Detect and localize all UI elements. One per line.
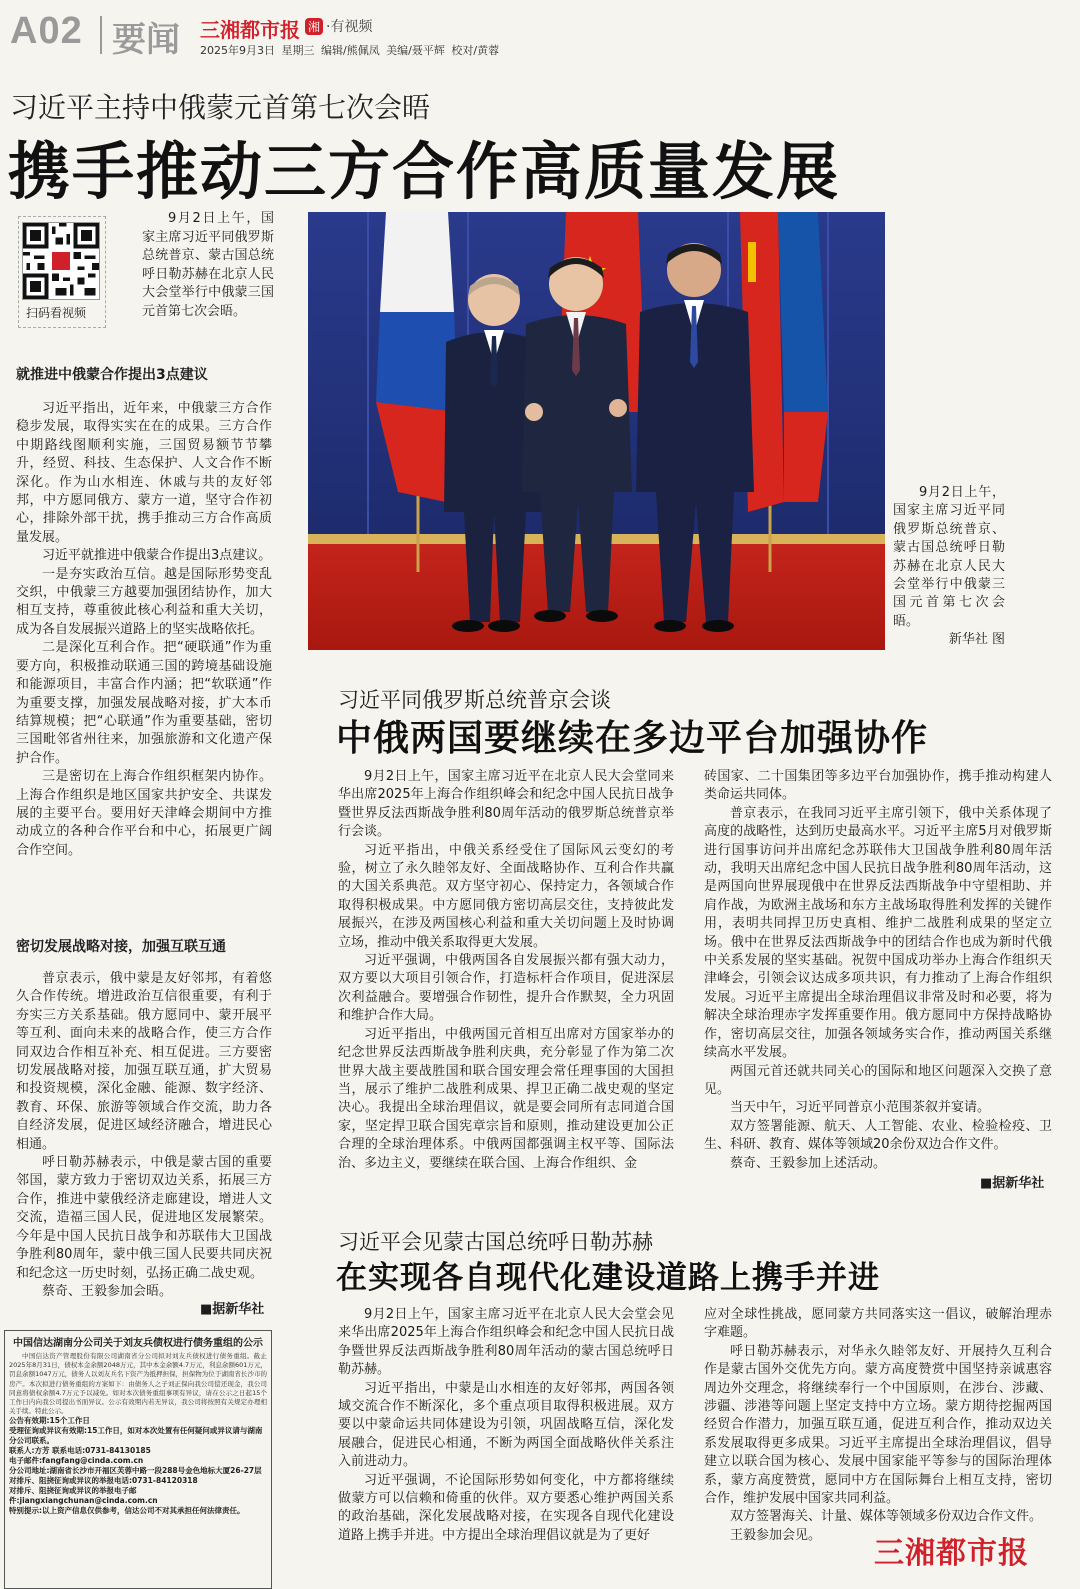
brand-video-tag xyxy=(305,16,372,36)
paragraph: 双方签署海关、计量、媒体等领域多份双边合作文件。 xyxy=(730,1509,1043,1525)
paragraph: 双方签署能源、航天、人工智能、农业、检验检疫、卫生、科研、教育、媒体等领域20余份双边合作文件。 xyxy=(704,1118,1052,1153)
notice-body: 中国信达资产管理股份有限公司湖南省分公司拟对刘友兵债权进行债务重组。截止2025年8月31日，债权本金余额2048万元，其中本金余额4.7万元，利息余额601万元，罚息余额1047万元，债务人以刘友兵名下资产为抵押担保，担保物为位于湖南省长沙市的房产。本次拟进行债务重组的方案如下：由债务人之子刘正保向我公司偿还现金，我公司同意将债权余额4.7万元予以减免。如对本次债务重组事项有异议，请在公示之日起15个工作日内向我公司提出书面异议。公示有效期内若无异议，我公司将按照有关规定办理相关手续。特此公示。 xyxy=(9,1352,267,1416)
top-headline: 携手推动三方合作高质量发展 xyxy=(8,135,841,208)
story2-headline: 中俄两国要继续在多边平台加强协作 xyxy=(336,718,929,759)
public-notice-box xyxy=(4,1330,272,1589)
leaders-photo xyxy=(308,212,885,650)
lead-text: 9月2日上午，国家主席习近平同俄罗斯总统普京、蒙古国总统呼日勒苏赫在北京人民大会堂举行中俄蒙三国元首第七次会晤。 xyxy=(142,211,274,319)
story2-kicker: 习近平同俄罗斯总统普京会谈 xyxy=(338,688,611,712)
paragraph: 普京表示，俄中蒙是友好邻邦，有着悠久合作传统。增进政治互信很重要，有利于夯实三方关系基础。俄方愿同中、蒙开展平等互利、面向未来的战略合作，使三方合作同双边合作相互补充、相互促进。三方要密切发展战略对接，加强互联互通，扩大贸易和投资规模，深化金融、能源、数字经济、教育、环保、旅游等领域合作交流，助力各自经济发展，促进区域经济融合，增进民心相通。 xyxy=(16,971,272,1152)
story3-column-2 xyxy=(704,1306,1052,1545)
paragraph: 9月2日上午，国家主席习近平在北京人民大会堂同来华出席2025年上海合作组织峰会和纪念中国人民抗日战争暨世界反法西斯战争胜利80周年活动的俄罗斯总统普京举行会谈。 xyxy=(338,769,674,840)
section-label: 要闻 xyxy=(112,20,180,60)
lead-paragraph xyxy=(142,210,274,321)
left-column-part2 xyxy=(16,970,272,1301)
notice-item: 公告有效期:15个工作日 xyxy=(9,1416,90,1426)
story2-column-2 xyxy=(704,768,1052,1173)
page-number: A02 xyxy=(10,10,83,52)
subhead-strategy-docking: 密切发展战略对接，加强互联互通 xyxy=(16,939,226,955)
story2-column-1 xyxy=(338,768,674,1173)
paragraph: 两国元首还就共同关心的国际和地区问题深入交换了意见。 xyxy=(704,1063,1052,1097)
masthead-divider xyxy=(100,16,102,54)
notice-item: 对排斥、阻挠征询或异议的举报电话:0731-84120318 xyxy=(9,1476,198,1486)
story3-column-1 xyxy=(338,1306,674,1545)
photo-credit: 新华社 图 xyxy=(948,632,1005,648)
notice-item: 分公司地址:湖南省长沙市开福区芙蓉中路一段288号金色地标大厦26-27层 xyxy=(9,1466,262,1476)
subhead-three-proposals: 就推进中俄蒙合作提出3点建议 xyxy=(16,367,208,383)
paragraph: 9月2日上午，国家主席习近平在北京人民大会堂会见来华出席2025年上海合作组织峰会和纪念中国人民抗日战争暨世界反法西斯战争胜利80周年活动的蒙古国总统呼日勒苏赫。 xyxy=(338,1307,674,1378)
notice-item: 对排斥、阻挠征询或异议的举报电子邮件:jiangxiangchunan@cinda.com.cn xyxy=(9,1486,158,1506)
paragraph: 二是深化互利合作。把“硬联通”作为重要方向，积极推动联通三国的跨境基础设施和能源项目，丰富合作内涵；把“软联通”作为重要支撑，加强发展战略对接，扩大本币结算规模；把“心联通”作为重要基础，密切三国毗邻省州往来，加强旅游和文化遗产保护合作。 xyxy=(16,640,272,766)
paragraph: 应对全球性挑战，愿同蒙方共同落实这一倡议，破解治理赤字难题。 xyxy=(704,1307,1052,1341)
masthead xyxy=(0,0,1080,62)
left-column-part1 xyxy=(16,400,272,860)
top-kicker: 习近平主持中俄蒙元首第七次会晤 xyxy=(10,91,431,124)
qr-code-icon[interactable] xyxy=(22,222,100,300)
paragraph: 习近平指出，中蒙是山水相连的友好邻邦，两国各领域交流合作不断深化，多个重点项目取得积极进展。双方要以中蒙命运共同体建设为引领，巩固战略互信，深化发展融合，促进民心相通，不断为两国全面战略伙伴关系注入前进动力。 xyxy=(338,1380,674,1470)
notice-item: 电子邮件:fangfang@cinda.com.cn xyxy=(9,1456,144,1466)
paragraph: 呼日勒苏赫表示，对华永久睦邻友好、开展持久互利合作是蒙古国外交优先方向。蒙方高度赞赏中国坚持亲诚惠容周边外交理念，将继续奉行一个中国原则，在涉台、涉藏、涉疆、涉港等问题上坚定支持中方立场。蒙方期待挖掘两国经贸合作潜力，加强互联互通，促进互利合作，推动双边关系发展取得更多成果。习近平主席提出全球治理倡议，倡导建立以联合国为核心、发展中国家能平等参与的国际治理体系，蒙方高度赞赏，愿同中方在国际舞台上相互支持，密切合作，维护发展中国家共同利益。 xyxy=(704,1343,1052,1507)
paragraph: 普京表示，在我同习近平主席引领下，俄中关系体现了高度的战略性，达到历史最高水平。习近平主席5月对俄罗斯进行国事访问并出席纪念苏联伟大卫国战争胜利80周年活动，我明天出席纪念中国人民抗日战争胜利80周年活动，这是两国向世界展现俄中在世界反法西斯战争中守望相助、并肩作战，为欧洲主战场和东方主战场取得胜利发挥的关键作用，表明共同捍卫历史真相、维护二战胜利成果的坚定立场。俄中在世界反法西斯战争中的团结合作也成为新时代俄中关系发展的坚实基础。祝贺中国成功举办上海合作组织天津峰会，引领会议达成多项共识，有力推动了上海合作组织发展。习近平主席提出全球治理倡议非常及时和必要，将为解决全球治理赤字发挥重要作用。俄方愿同中方保持战略协作，密切高层交往，加强各领域务实合作，推动两国关系继续高水平发展。 xyxy=(704,805,1052,1061)
brand-logo: 三湘都市报 xyxy=(200,18,300,42)
photo-caption-text: 9月2日上午，国家主席习近平同俄罗斯总统普京、蒙古国总统呼日勒苏赫在北京人民大会堂举行中俄蒙三国元首第七次会晤。 xyxy=(893,485,1005,629)
paragraph: 习近平就推进中俄蒙合作提出3点建议。 xyxy=(42,548,272,564)
paragraph: 蔡奇、王毅参加上述活动。 xyxy=(730,1155,887,1171)
paragraph: 一是夯实政治互信。越是国际形势变乱交织，中俄蒙三方越要加强团结协作，加大相互支持，尊重彼此核心利益和重大关切，成为各自发展振兴道路上的坚实战略依托。 xyxy=(16,566,272,637)
notice-item: 联系人:方芳 联系电话:0731-84130185 xyxy=(9,1446,151,1456)
paragraph: 呼日勒苏赫表示，中俄是蒙古国的重要邻国，蒙方致力于密切双边关系，拓展三方合作，推进中蒙俄经济走廊建设，增进人文交流，造福三国人民，促进地区发展繁荣。今年是中国人民抗日战争和苏联伟大卫国战争胜利80周年，蒙中俄三国人民要共同庆祝和纪念这一历史时刻，弘扬正确二战史观。 xyxy=(16,1155,272,1281)
credit-xinhua-1: ■据新华社 xyxy=(200,1302,265,1317)
paragraph: 习近平指出，中俄关系经受住了国际风云变幻的考验，树立了永久睦邻友好、全面战略协作、互利合作共赢的大国关系典范。双方坚守初心、保持定力，各领域合作取得积极成果。中方愿同俄方密切高层交往，支持彼此发展振兴，在涉及两国核心利益和重大关切问题上及时协调立场，推动中俄关系取得更大发展。 xyxy=(338,842,674,950)
paragraph: 习近平指出，中俄两国元首相互出席对方国家举办的纪念世界反法西斯战争胜利庆典，充分彰显了作为第二次世界大战主要战胜国和联合国安理会常任理事国的大国担当，展示了维护二战胜利成果、捍卫正确二战史观的坚定决心。我提出全球治理倡议，就是要会同所有志同道合国家，坚定捍卫联合国宪章宗旨和原则，推动建设更加公正合理的全球治理体系。中俄两国都强调主权平等、国际法治、多边主义，要继续在联合国、上海合作组织、金 xyxy=(338,1026,674,1171)
paragraph: 当天中午，习近平同普京小范围茶叙并宴请。 xyxy=(730,1100,991,1116)
paragraph: 习近平强调，中俄两国各自发展振兴都有强大动力，双方要以大项目引领合作，打造标杆合作项目，促进深层次利益融合。要增强合作韧性，提升合作默契，全力巩固和维护合作大局。 xyxy=(338,953,674,1024)
notice-item: 特别提示:以上资产信息仅供参考，信达公司不对其承担任何法律责任。 xyxy=(9,1506,245,1516)
brand-sub-label: ·有视频 xyxy=(326,19,373,35)
paragraph: 习近平强调，不论国际形势如何变化，中方都将继续做蒙方可以信赖和倚重的伙伴。双方要悉心维护两国关系的政治基础，深化发展战略对接，在实现各自现代化建设道路上携手并进。中方提出全球治理倡议就是为了更好 xyxy=(338,1472,674,1543)
notice-item: 受理征询或异议有效期:15工作日，如对本次处置有任何疑问或异议请与湖南分公司联系。 xyxy=(9,1426,263,1446)
qr-caption: 扫码看视频 xyxy=(26,306,87,320)
story3-kicker: 习近平会见蒙古国总统呼日勒苏赫 xyxy=(338,1230,653,1254)
brand-badge-icon: 湘 xyxy=(305,18,323,35)
credit-xinhua-2: ■据新华社 xyxy=(980,1176,1045,1191)
paragraph: 三是密切在上海合作组织框架内协作。上海合作组织是地区国家共护安全、共谋发展的主要平台。要用好天津峰会期间中方推动成立的各种合作平台和中心，拓展更广阔合作空间。 xyxy=(16,769,272,858)
paragraph: 习近平指出，近年来，中俄蒙三方合作稳步发展，取得实实在在的成果。三方合作中期路线图顺利实施，三国贸易额节节攀升，经贸、科技、生态保护、人文合作不断深化。作为山水相连、休戚与共的友好邻邦，中方愿同俄方、蒙方一道，坚守合作初心，排除外部干扰，携手推动三方合作高质量发展。 xyxy=(16,401,272,545)
paragraph: 王毅参加会见。 xyxy=(730,1527,822,1543)
paragraph: 砖国家、二十国集团等多边平台加强协作，携手推动构建人类命运共同体。 xyxy=(704,769,1052,803)
notice-title: 中国信达湖南分公司关于刘友兵债权进行债务重组的公示 xyxy=(13,1338,263,1349)
story3-headline: 在实现各自现代化建设道路上携手并进 xyxy=(336,1260,880,1296)
dateline: 2025年9月3日 星期三 编辑/熊佩凤 美编/聂平辉 校对/黄蓉 xyxy=(200,44,500,57)
footer-brand-logo: 三湘都市报 xyxy=(874,1536,1029,1571)
paragraph: 蔡奇、王毅参加会晤。 xyxy=(42,1283,173,1299)
photo-caption xyxy=(893,484,1005,650)
